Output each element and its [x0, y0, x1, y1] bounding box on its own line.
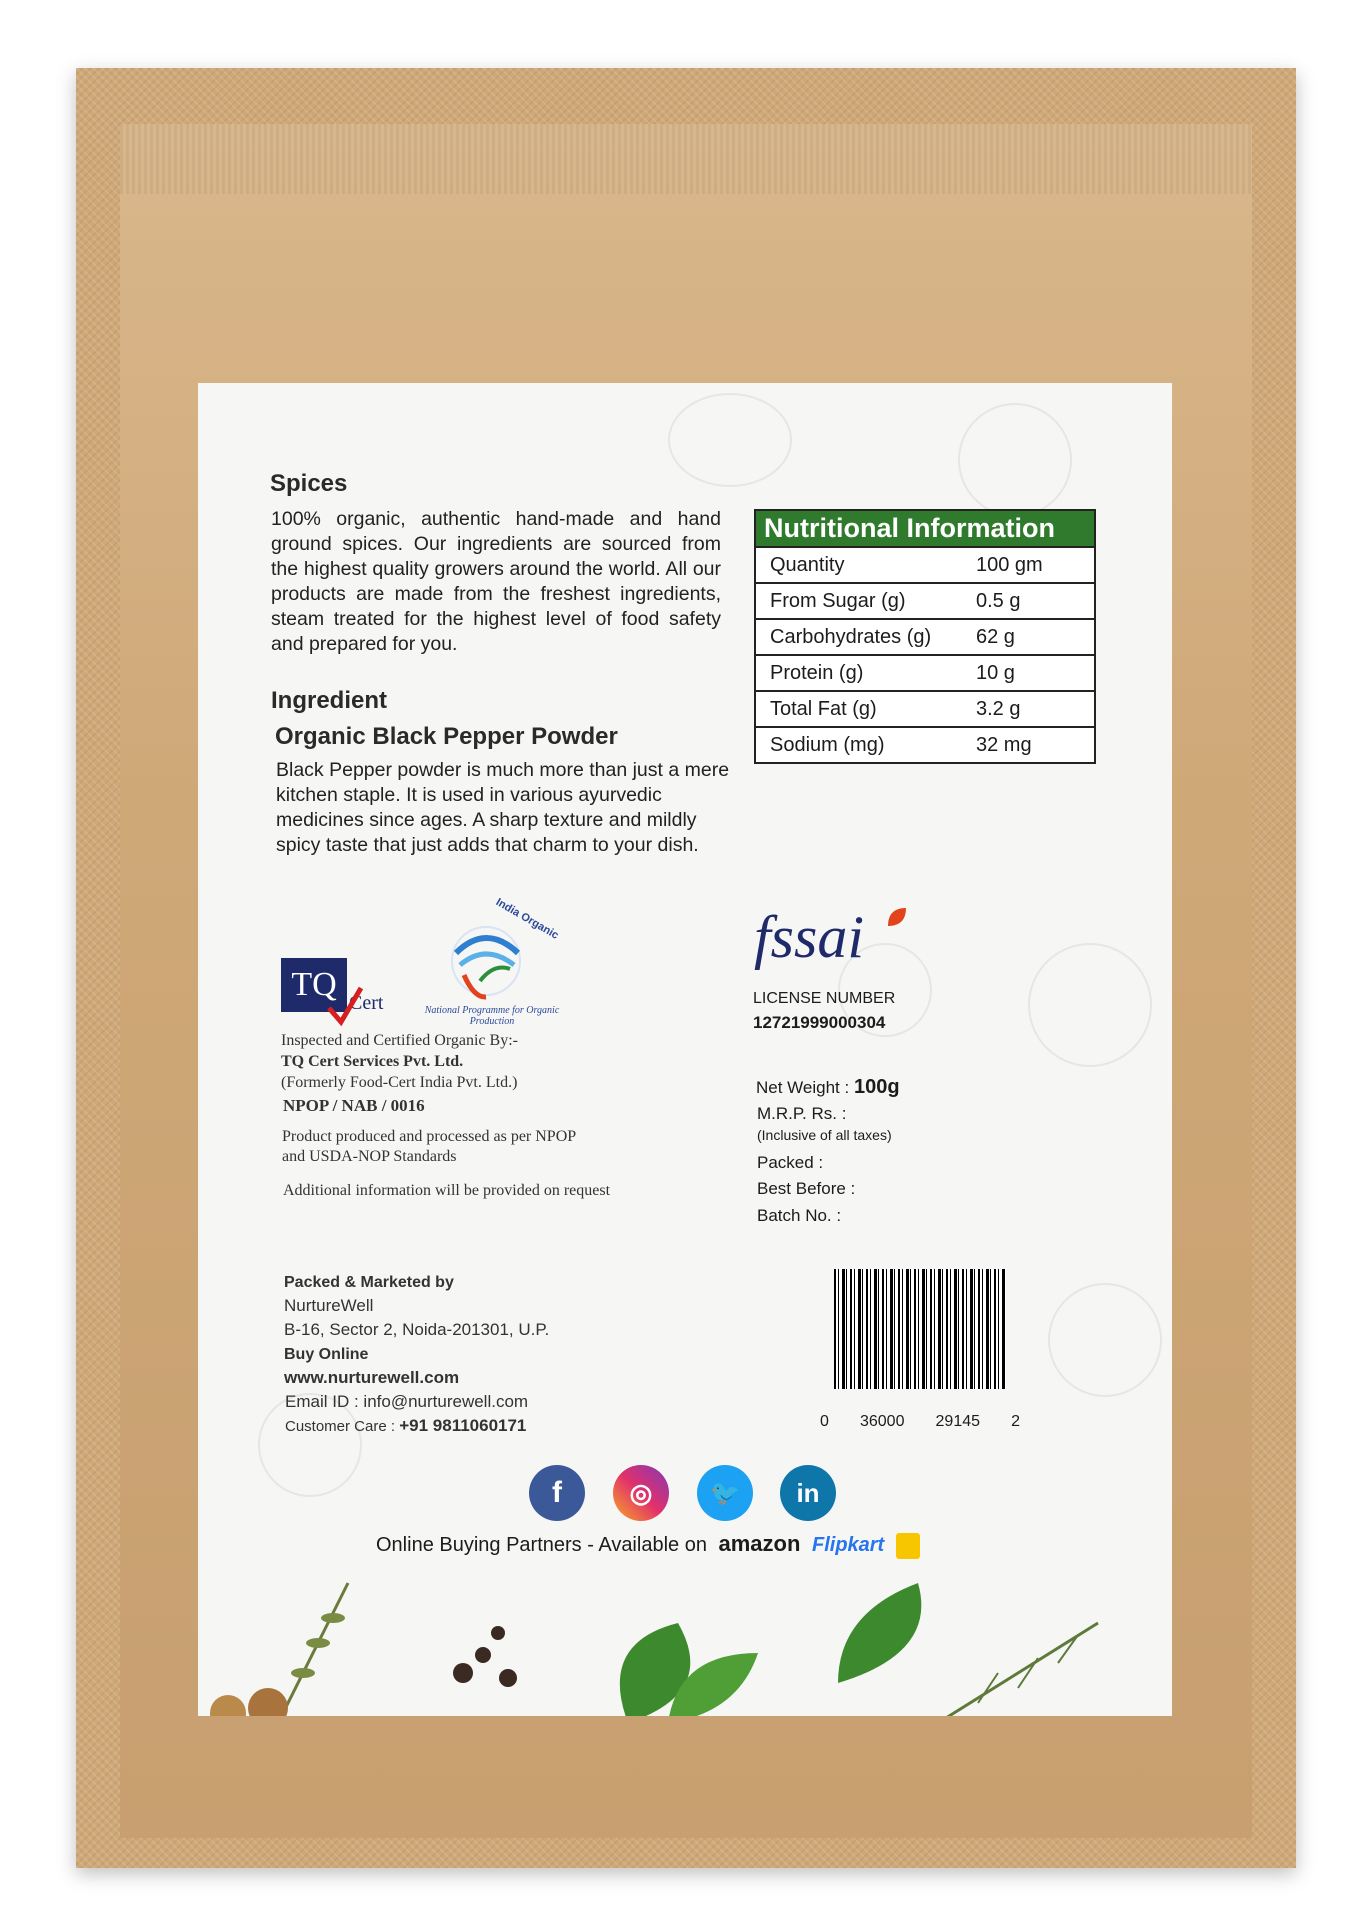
mrp-note: (Inclusive of all taxes): [757, 1127, 892, 1143]
website-link[interactable]: www.nurturewell.com: [284, 1368, 460, 1387]
barcode-digit: 36000: [859, 1413, 905, 1430]
nutrition-label: Total Fat (g): [770, 697, 877, 720]
customer-care-label: Customer Care :: [285, 1418, 396, 1435]
batch-label: Batch No. :: [757, 1206, 842, 1225]
barcode-digit: 29145: [935, 1413, 981, 1430]
product-name: Organic Black Pepper Powder: [275, 723, 618, 750]
cert-formerly: (Formerly Food-Cert India Pvt. Ltd.): [281, 1074, 518, 1091]
tq-logo-cert: Cert: [349, 992, 384, 1014]
linkedin-icon[interactable]: in: [780, 1465, 836, 1521]
nutrition-label: Quantity: [770, 553, 845, 576]
standards-text: Product produced and processed as per NPOP and USDA-NOP Standards: [282, 1128, 576, 1165]
checkmark-icon: [325, 984, 365, 1028]
buy-online-label: Buy Online: [284, 1346, 369, 1363]
instagram-icon[interactable]: ◎: [613, 1465, 669, 1521]
doodle-decoration: [1048, 1283, 1162, 1397]
nutrition-value: 0.5 g: [976, 589, 1021, 612]
flipkart-bag-icon: [896, 1533, 920, 1559]
table-row: [756, 654, 1094, 690]
npop-code: NPOP / NAB / 0016: [283, 1096, 425, 1115]
amazon-logo[interactable]: amazon: [718, 1531, 801, 1556]
nutrition-table: [754, 509, 1096, 764]
nutrition-label: Carbohydrates (g): [770, 625, 932, 648]
nutrition-title: Nutritional Information: [756, 511, 1094, 546]
partners-text: Online Buying Partners - Available on: [376, 1534, 707, 1556]
doodle-decoration: [1028, 943, 1152, 1067]
doodle-decoration: [958, 403, 1072, 517]
barcode-digit: 2: [1011, 1413, 1020, 1430]
twitter-icon[interactable]: 🐦: [697, 1465, 753, 1521]
spices-description: 100% organic, authentic hand-made and hand ground spices. Our ingredients are sourced from the highest quality growers around the world. All our products are made from the freshest ingredients, steam treated for the highest level of food safety and prepared for you.: [271, 508, 721, 655]
license-number: 12721999000304: [753, 1013, 886, 1032]
doodle-decoration: [668, 393, 792, 487]
email-link[interactable]: info@nurturewell.com: [363, 1392, 529, 1411]
net-weight: [756, 1076, 900, 1099]
customer-care-line: [285, 1416, 526, 1437]
best-before-label: Best Before :: [757, 1179, 856, 1198]
spices-heading: Spices: [270, 470, 348, 497]
nutrition-value: 32 mg: [976, 733, 1032, 756]
fssai-logo: fssai: [754, 904, 865, 970]
nutrition-value: 62 g: [976, 625, 1015, 648]
table-row: [756, 582, 1094, 618]
table-row: [756, 726, 1094, 762]
leaf-icon: [886, 906, 908, 928]
tq-logo-box: TQ: [281, 958, 347, 1012]
india-organic-logo: [424, 896, 564, 1033]
barcode-digit: 0: [820, 1413, 829, 1430]
barcode: [834, 1269, 1006, 1389]
herbs-decoration-image: [198, 1563, 1172, 1716]
nutrition-value: 10 g: [976, 661, 1015, 684]
nutrition-label: From Sugar (g): [770, 589, 906, 612]
ingredient-description: Black Pepper powder is much more than just a mere kitchen staple. It is used in various ayurvedic medicines since ages. A sharp texture and mildly spicy taste that just adds that charm to your dish.: [276, 759, 730, 856]
tq-cert-logo: [281, 958, 411, 1028]
packed-label: Packed :: [757, 1153, 824, 1172]
table-row: [756, 546, 1094, 582]
additional-info-text: Additional information will be provided on request: [283, 1182, 611, 1199]
india-organic-arc-text: India Organic: [493, 896, 561, 942]
net-weight-value: 100g: [853, 1076, 900, 1098]
nutrition-value: 100 gm: [976, 553, 1043, 576]
nutrition-label: Sodium (mg): [770, 733, 885, 756]
email-label: Email ID :: [285, 1392, 359, 1411]
partners-line: [376, 1531, 920, 1559]
company-address: B-16, Sector 2, Noida-201301, U.P.: [284, 1320, 550, 1339]
packed-marketed-label: Packed & Marketed by: [284, 1274, 454, 1291]
company-name: NurtureWell: [284, 1296, 374, 1315]
pouch-zipper: [120, 124, 1252, 194]
customer-care-phone: +91 9811060171: [399, 1416, 527, 1435]
email-line: [285, 1392, 528, 1412]
npop-caption: National Programme for Organic Production: [424, 1005, 560, 1027]
mrp-label: M.R.P. Rs. :: [757, 1104, 847, 1123]
table-row: [756, 690, 1094, 726]
flipkart-logo[interactable]: Flipkart: [811, 1534, 885, 1556]
facebook-icon[interactable]: f: [529, 1465, 585, 1521]
nutrition-value: 3.2 g: [976, 697, 1021, 720]
cert-company: TQ Cert Services Pvt. Ltd.: [281, 1053, 464, 1070]
product-label: [198, 383, 1172, 1716]
table-row: [756, 618, 1094, 654]
net-weight-label: Net Weight :: [756, 1078, 850, 1097]
inspected-text: Inspected and Certified Organic By:-: [281, 1032, 518, 1049]
license-label: LICENSE NUMBER: [753, 990, 896, 1007]
nutrition-label: Protein (g): [770, 661, 864, 684]
ingredient-heading: Ingredient: [271, 687, 388, 714]
barcode-digits: [820, 1413, 1020, 1431]
